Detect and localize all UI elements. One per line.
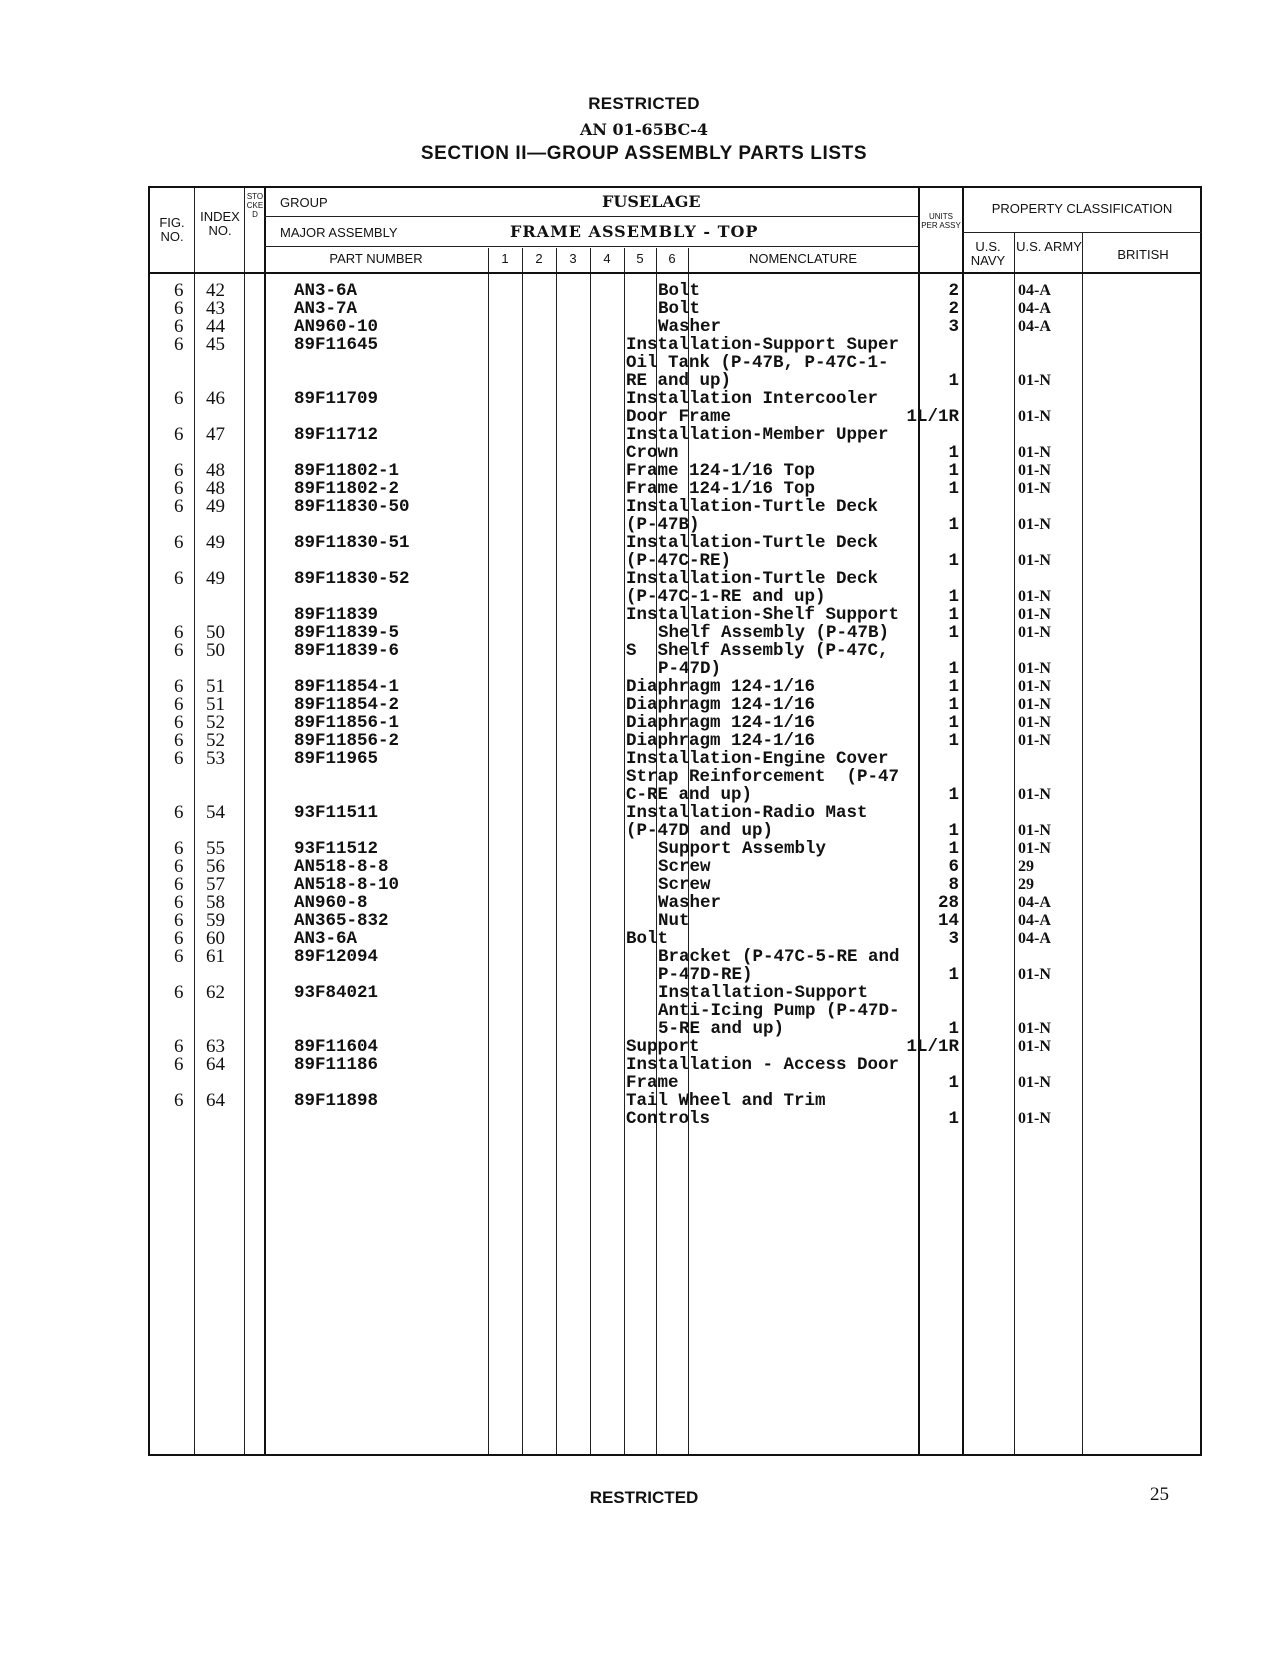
nomenclature-cell: Bolt	[658, 299, 701, 319]
nomenclature-cell: Installation-Turtle Deck	[626, 569, 879, 589]
nomenclature-cell: 5-RE and up)	[658, 1019, 785, 1039]
table-row	[150, 1002, 1200, 1020]
index-no-cell: 58	[206, 892, 225, 913]
nomenclature-cell: Bolt	[658, 281, 701, 301]
units-per-assy-cell: 1	[948, 623, 959, 643]
us-army-class-cell: 01-N	[1018, 552, 1051, 569]
page-number: 25	[1150, 1484, 1169, 1505]
property-classification-header: PROPERTY CLASSIFICATION	[991, 201, 1173, 216]
us-army-class-cell: 01-N	[1018, 1038, 1051, 1055]
part-number-cell: 89F11839-5	[294, 623, 400, 643]
nomenclature-cell: Washer	[658, 317, 722, 337]
table-row	[150, 624, 1200, 642]
fig-no-header: FIG. NO.	[159, 215, 185, 244]
nomenclature-cell: Installation Intercooler	[626, 389, 879, 409]
group-value: FUSELAGE	[602, 192, 701, 211]
major-assembly-label: MAJOR ASSEMBLY	[280, 225, 398, 240]
us-army-class-cell: 01-N	[1018, 588, 1051, 605]
nomenclature-cell: Installation-Turtle Deck	[626, 497, 879, 517]
fig-no-cell: 6	[174, 478, 184, 499]
nomenclature-cell: Strap Reinforcement (P-47	[626, 767, 900, 787]
major-assembly-value: FRAME ASSEMBLY - TOP	[510, 222, 759, 241]
index-no-cell: 52	[206, 730, 225, 751]
nomenclature-cell: Bolt	[626, 929, 669, 949]
table-row	[150, 426, 1200, 444]
part-number-cell: 89F11709	[294, 389, 379, 409]
us-army-class-cell: 01-N	[1018, 678, 1051, 695]
index-no-cell: 50	[206, 640, 225, 661]
units-per-assy-cell: 1	[948, 695, 959, 715]
fig-no-cell: 6	[174, 892, 184, 913]
table-row	[150, 678, 1200, 696]
index-no-cell: 49	[206, 496, 225, 517]
nomenclature-cell: Screw	[658, 875, 711, 895]
classification-footer: RESTRICTED	[589, 1488, 699, 1507]
fig-no-cell: 6	[174, 694, 184, 715]
units-per-assy-cell: 1	[948, 1109, 959, 1129]
units-per-assy-cell: 2	[948, 281, 959, 301]
nomenclature-cell: (P-47C-1-RE and up)	[626, 587, 826, 607]
table-row	[150, 768, 1200, 786]
index-no-cell: 49	[206, 568, 225, 589]
nomenclature-cell: Tail Wheel and Trim	[626, 1091, 826, 1111]
part-number-cell: 89F11965	[294, 749, 379, 769]
nomenclature-cell: Controls	[626, 1109, 711, 1129]
us-army-class-cell: 01-N	[1018, 372, 1051, 389]
table-row	[150, 966, 1200, 984]
nomenclature-cell: Installation-Support	[658, 983, 869, 1003]
nomenclature-cell: Diaphragm 124-1/16	[626, 695, 816, 715]
fig-no-cell: 6	[174, 982, 184, 1003]
part-number-cell: 89F11802-1	[294, 461, 400, 481]
part-number-cell: 89F11854-1	[294, 677, 400, 697]
level-6-header: 6	[668, 251, 676, 266]
nomenclature-cell: Frame	[626, 1073, 679, 1093]
table-row	[150, 606, 1200, 624]
table-row	[150, 372, 1200, 390]
table-row	[150, 318, 1200, 336]
level-4-header: 4	[603, 251, 611, 266]
index-no-cell: 47	[206, 424, 225, 445]
us-army-class-cell: 01-N	[1018, 840, 1051, 857]
units-per-assy-cell: 1	[948, 839, 959, 859]
index-no-cell: 49	[206, 532, 225, 553]
fig-no-cell: 6	[174, 640, 184, 661]
table-row	[150, 354, 1200, 372]
part-number-cell: AN960-10	[294, 317, 379, 337]
us-army-class-cell: 01-N	[1018, 444, 1051, 461]
units-per-assy-cell: 1	[948, 515, 959, 535]
part-number-cell: 89F11898	[294, 1091, 379, 1111]
level-3-header: 3	[569, 251, 577, 266]
nomenclature-cell: P-47D-RE)	[658, 965, 753, 985]
fig-no-cell: 6	[174, 928, 184, 949]
index-no-cell: 45	[206, 334, 225, 355]
fig-no-cell: 6	[174, 280, 184, 301]
part-number-cell: AN3-7A	[294, 299, 358, 319]
fig-no-cell: 6	[174, 334, 184, 355]
us-army-class-cell: 01-N	[1018, 966, 1051, 983]
nomenclature-cell: Screw	[658, 857, 711, 877]
table-row	[150, 282, 1200, 300]
us-army-class-cell: 29	[1018, 876, 1034, 893]
units-per-assy-cell: 14	[937, 911, 959, 931]
table-row	[150, 948, 1200, 966]
index-no-cell: 51	[206, 694, 225, 715]
table-row	[150, 912, 1200, 930]
part-number-cell: AN365-832	[294, 911, 389, 931]
fig-no-cell: 6	[174, 298, 184, 319]
part-number-cell: 93F11512	[294, 839, 379, 859]
table-row	[150, 642, 1200, 660]
table-row	[150, 714, 1200, 732]
table-row	[150, 984, 1200, 1002]
units-per-assy-cell: 1	[948, 1073, 959, 1093]
us-army-class-cell: 29	[1018, 858, 1034, 875]
part-number-cell: 89F11604	[294, 1037, 379, 1057]
nomenclature-cell: Support	[626, 1037, 700, 1057]
us-navy-header: U.S. NAVY	[970, 239, 1006, 268]
table-row	[150, 1056, 1200, 1074]
units-per-assy-cell: 1L/1R	[906, 407, 959, 427]
table-row	[150, 300, 1200, 318]
units-per-assy-cell: 1	[948, 731, 959, 751]
stocked-header: STOCKED	[246, 192, 264, 219]
index-no-cell: 56	[206, 856, 225, 877]
fig-no-cell: 6	[174, 316, 184, 337]
table-row	[150, 786, 1200, 804]
index-no-cell: 62	[206, 982, 225, 1003]
index-no-cell: 61	[206, 946, 225, 967]
level-5-header: 5	[636, 251, 644, 266]
british-header: BRITISH	[1117, 247, 1169, 262]
section-title: SECTION II—GROUP ASSEMBLY PARTS LISTS	[420, 143, 868, 164]
us-army-class-cell: 01-N	[1018, 408, 1051, 425]
document-number: AN 01-65BC-4	[579, 120, 709, 139]
units-per-assy-header: UNITS PER ASSY	[921, 212, 961, 230]
level-2-header: 2	[535, 251, 543, 266]
nomenclature-cell: Nut	[658, 911, 690, 931]
nomenclature-cell: (P-47C-RE)	[626, 551, 732, 571]
classification-header: RESTRICTED	[588, 94, 700, 113]
fig-no-cell: 6	[174, 730, 184, 751]
part-number-cell: AN3-6A	[294, 281, 358, 301]
table-row	[150, 516, 1200, 534]
units-per-assy-cell: 3	[948, 317, 959, 337]
table-row	[150, 552, 1200, 570]
us-army-class-cell: 01-N	[1018, 606, 1051, 623]
nomenclature-cell: (P-47B)	[626, 515, 700, 535]
units-per-assy-cell: 28	[937, 893, 959, 913]
table-row	[150, 840, 1200, 858]
index-no-cell: 55	[206, 838, 225, 859]
index-no-cell: 48	[206, 478, 225, 499]
us-army-class-cell: 01-N	[1018, 462, 1051, 479]
index-no-cell: 52	[206, 712, 225, 733]
us-army-class-cell: 04-A	[1018, 300, 1051, 317]
table-row	[150, 732, 1200, 750]
us-army-class-cell: 04-A	[1018, 912, 1051, 929]
nomenclature-cell: Shelf Assembly (P-47B)	[658, 623, 890, 643]
nomenclature-cell: Installation-Member Upper	[626, 425, 889, 445]
nomenclature-cell: Diaphragm 124-1/16	[626, 677, 816, 697]
level-1-header: 1	[501, 251, 509, 266]
table-row	[150, 1038, 1200, 1056]
fig-no-cell: 6	[174, 946, 184, 967]
index-no-cell: 64	[206, 1054, 225, 1075]
units-per-assy-cell: 1	[948, 1019, 959, 1039]
table-row	[150, 462, 1200, 480]
part-number-cell: 89F11645	[294, 335, 379, 355]
units-per-assy-cell: 2	[948, 299, 959, 319]
part-number-cell: 89F11830-50	[294, 497, 410, 517]
fig-no-cell: 6	[174, 874, 184, 895]
fig-no-cell: 6	[174, 496, 184, 517]
part-number-cell: AN518-8-8	[294, 857, 389, 877]
units-per-assy-cell: 1	[948, 443, 959, 463]
table-row	[150, 444, 1200, 462]
table-row	[150, 390, 1200, 408]
nomenclature-cell: Installation-Turtle Deck	[626, 533, 879, 553]
table-row	[150, 588, 1200, 606]
us-army-class-cell: 01-N	[1018, 822, 1051, 839]
table-row	[150, 822, 1200, 840]
nomenclature-cell: Support Assembly	[658, 839, 827, 859]
index-no-cell: 60	[206, 928, 225, 949]
us-army-class-cell: 04-A	[1018, 930, 1051, 947]
nomenclature-cell: Installation-Engine Cover	[626, 749, 889, 769]
table-row	[150, 534, 1200, 552]
part-number-cell: 89F11186	[294, 1055, 379, 1075]
parts-list-table	[148, 186, 1202, 1456]
part-number-cell: AN3-6A	[294, 929, 358, 949]
units-per-assy-cell: 1	[948, 461, 959, 481]
us-army-class-cell: 01-N	[1018, 714, 1051, 731]
fig-no-cell: 6	[174, 532, 184, 553]
fig-no-cell: 6	[174, 856, 184, 877]
part-number-header: PART NUMBER	[329, 251, 423, 266]
units-per-assy-cell: 1	[948, 785, 959, 805]
units-per-assy-cell: 1L/1R	[906, 1037, 959, 1057]
index-no-cell: 48	[206, 460, 225, 481]
fig-no-cell: 6	[174, 388, 184, 409]
nomenclature-cell: S Shelf Assembly (P-47C,	[626, 641, 889, 661]
fig-no-cell: 6	[174, 424, 184, 445]
fig-no-cell: 6	[174, 1036, 184, 1057]
part-number-cell: 89F11839-6	[294, 641, 400, 661]
part-number-cell: 89F11830-51	[294, 533, 410, 553]
index-no-cell: 63	[206, 1036, 225, 1057]
units-per-assy-cell: 1	[948, 659, 959, 679]
part-number-cell: 89F11856-2	[294, 731, 400, 751]
table-row	[150, 858, 1200, 876]
part-number-cell: 89F11856-1	[294, 713, 400, 733]
us-army-class-cell: 01-N	[1018, 516, 1051, 533]
index-no-cell: 43	[206, 298, 225, 319]
row-divider	[264, 246, 918, 247]
table-row	[150, 894, 1200, 912]
nomenclature-cell: Oil Tank (P-47B, P-47C-1-	[626, 353, 889, 373]
nomenclature-cell: Door Frame	[626, 407, 732, 427]
table-row	[150, 570, 1200, 588]
units-per-assy-cell: 1	[948, 965, 959, 985]
table-row	[150, 750, 1200, 768]
units-per-assy-cell: 6	[948, 857, 959, 877]
parts-rows	[150, 282, 1200, 1128]
nomenclature-cell: Frame 124-1/16 Top	[626, 461, 816, 481]
us-army-class-cell: 01-N	[1018, 660, 1051, 677]
index-no-cell: 64	[206, 1090, 225, 1111]
header-bottom-rule	[150, 272, 1200, 274]
nomenclature-cell: Installation - Access Door	[626, 1055, 900, 1075]
us-army-class-cell: 01-N	[1018, 732, 1051, 749]
nomenclature-cell: Frame 124-1/16 Top	[626, 479, 816, 499]
nomenclature-cell: Installation-Radio Mast	[626, 803, 868, 823]
fig-no-cell: 6	[174, 1054, 184, 1075]
fig-no-cell: 6	[174, 910, 184, 931]
units-per-assy-cell: 1	[948, 371, 959, 391]
fig-no-cell: 6	[174, 622, 184, 643]
row-divider	[962, 232, 1202, 233]
nomenclature-cell: Crown	[626, 443, 679, 463]
us-army-class-cell: 01-N	[1018, 624, 1051, 641]
part-number-cell: 93F84021	[294, 983, 379, 1003]
index-no-cell: 57	[206, 874, 225, 895]
part-number-cell: 89F11712	[294, 425, 379, 445]
fig-no-cell: 6	[174, 1090, 184, 1111]
us-army-class-cell: 01-N	[1018, 480, 1051, 497]
table-row	[150, 1074, 1200, 1092]
units-per-assy-cell: 1	[948, 821, 959, 841]
index-no-header: INDEX NO.	[200, 209, 240, 238]
nomenclature-cell: Installation-Shelf Support	[626, 605, 900, 625]
part-number-cell: 89F12094	[294, 947, 379, 967]
us-army-class-cell: 04-A	[1018, 318, 1051, 335]
units-per-assy-cell: 1	[948, 587, 959, 607]
units-per-assy-cell: 1	[948, 479, 959, 499]
table-row	[150, 480, 1200, 498]
group-label: GROUP	[280, 195, 328, 210]
us-army-class-cell: 01-N	[1018, 1110, 1051, 1127]
nomenclature-cell: Installation-Support Super	[626, 335, 900, 355]
index-no-cell: 44	[206, 316, 225, 337]
part-number-cell: 89F11830-52	[294, 569, 410, 589]
part-number-cell: 89F11802-2	[294, 479, 400, 499]
nomenclature-cell: P-47D)	[658, 659, 722, 679]
us-army-class-cell: 01-N	[1018, 1074, 1051, 1091]
nomenclature-cell: RE and up)	[626, 371, 732, 391]
fig-no-cell: 6	[174, 838, 184, 859]
units-per-assy-cell: 1	[948, 551, 959, 571]
table-row	[150, 1092, 1200, 1110]
index-no-cell: 42	[206, 280, 225, 301]
part-number-cell: 93F11511	[294, 803, 379, 823]
table-row	[150, 930, 1200, 948]
units-per-assy-cell: 1	[948, 677, 959, 697]
units-per-assy-cell: 8	[948, 875, 959, 895]
nomenclature-cell: Anti-Icing Pump (P-47D-	[658, 1001, 900, 1021]
fig-no-cell: 6	[174, 802, 184, 823]
table-row	[150, 336, 1200, 354]
table-row	[150, 1110, 1200, 1128]
index-no-cell: 51	[206, 676, 225, 697]
index-no-cell: 50	[206, 622, 225, 643]
row-divider	[264, 216, 918, 217]
index-no-cell: 59	[206, 910, 225, 931]
nomenclature-cell: Washer	[658, 893, 722, 913]
fig-no-cell: 6	[174, 460, 184, 481]
index-no-cell: 53	[206, 748, 225, 769]
nomenclature-cell: Bracket (P-47C-5-RE and	[658, 947, 900, 967]
us-army-class-cell: 01-N	[1018, 1020, 1051, 1037]
part-number-cell: 89F11839	[294, 605, 379, 625]
us-army-class-cell: 01-N	[1018, 696, 1051, 713]
us-army-class-cell: 04-A	[1018, 282, 1051, 299]
us-army-class-cell: 04-A	[1018, 894, 1051, 911]
us-army-class-cell: 01-N	[1018, 786, 1051, 803]
table-row	[150, 876, 1200, 894]
table-row	[150, 660, 1200, 678]
us-army-header: U.S. ARMY	[1016, 239, 1082, 254]
fig-no-cell: 6	[174, 568, 184, 589]
nomenclature-header: NOMENCLATURE	[748, 251, 858, 266]
part-number-cell: AN518-8-10	[294, 875, 400, 895]
table-row	[150, 804, 1200, 822]
nomenclature-cell: Diaphragm 124-1/16	[626, 713, 816, 733]
index-no-cell: 54	[206, 802, 225, 823]
table-row	[150, 498, 1200, 516]
table-row	[150, 1020, 1200, 1038]
fig-no-cell: 6	[174, 676, 184, 697]
nomenclature-cell: Diaphragm 124-1/16	[626, 731, 816, 751]
table-row	[150, 696, 1200, 714]
units-per-assy-cell: 1	[948, 713, 959, 733]
table-row	[150, 408, 1200, 426]
fig-no-cell: 6	[174, 748, 184, 769]
units-per-assy-cell: 1	[948, 605, 959, 625]
fig-no-cell: 6	[174, 712, 184, 733]
units-per-assy-cell: 3	[948, 929, 959, 949]
part-number-cell: 89F11854-2	[294, 695, 400, 715]
part-number-cell: AN960-8	[294, 893, 368, 913]
nomenclature-cell: (P-47D and up)	[626, 821, 774, 841]
nomenclature-cell: C-RE and up)	[626, 785, 753, 805]
index-no-cell: 46	[206, 388, 225, 409]
